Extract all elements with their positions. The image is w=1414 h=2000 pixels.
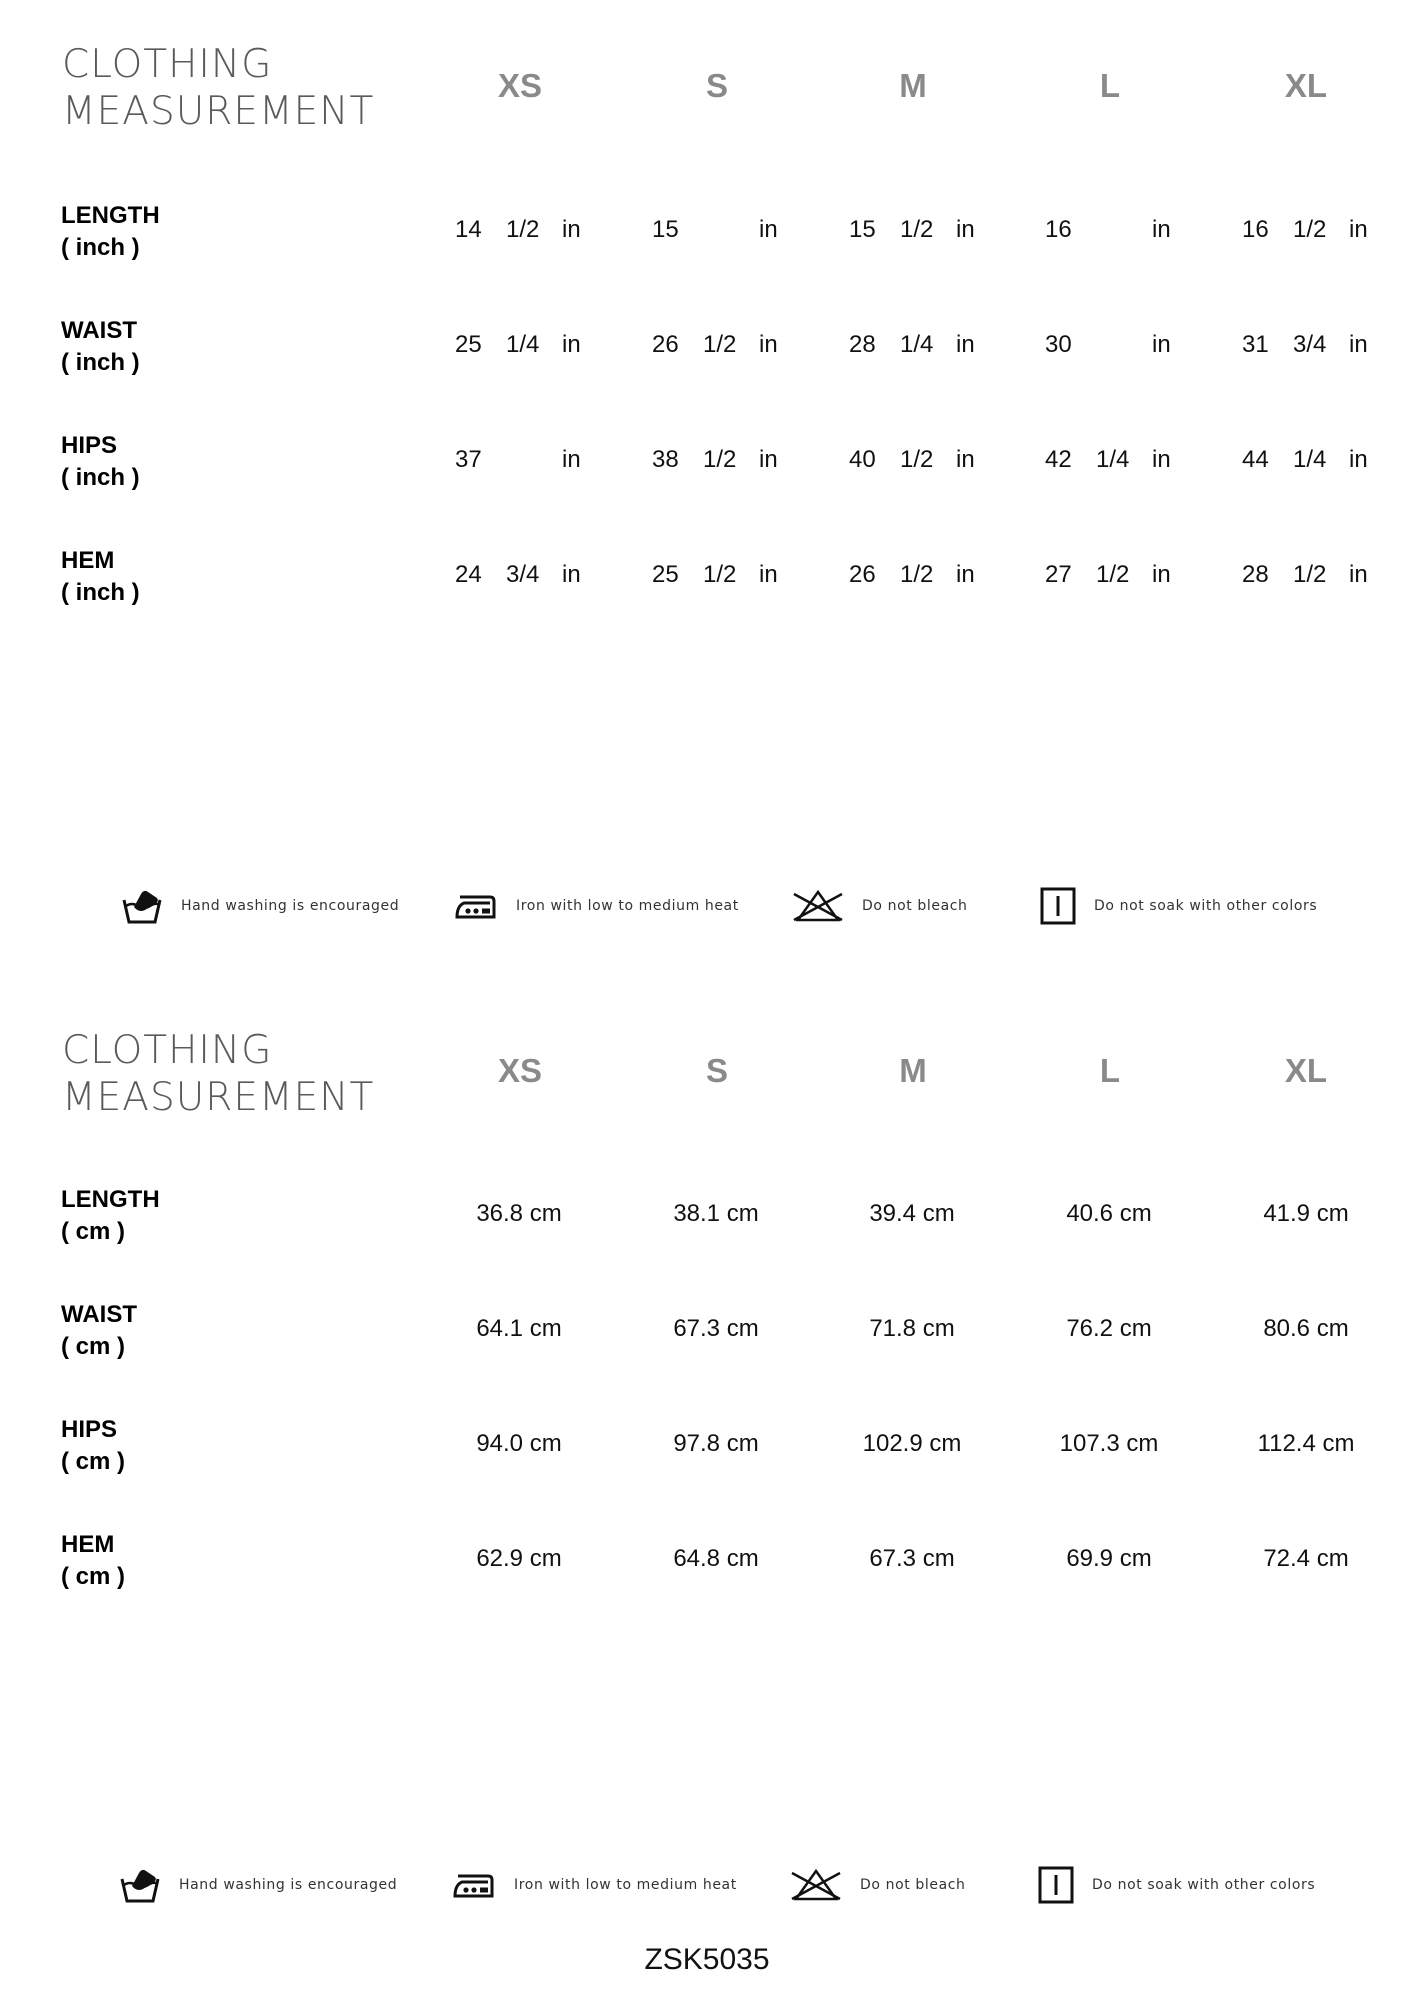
iron-low-medium-icon (452, 1868, 496, 1902)
row-name: HEM (61, 1531, 115, 1558)
value-whole: 15 (652, 216, 679, 243)
care-item-iron (454, 881, 739, 931)
row-name: LENGTH (61, 1186, 160, 1213)
section-title (62, 1027, 374, 1121)
value-whole: 42 (1045, 446, 1072, 473)
table-cell: 39.4 cm (869, 1200, 955, 1227)
care-text: Hand washing is encouraged (179, 1877, 398, 1893)
value-fraction: 1/4 (900, 331, 934, 358)
value-unit: in (1349, 331, 1368, 358)
value-whole: 25 (455, 331, 482, 358)
care-item-hand-wash (119, 1860, 397, 1910)
table-cell: 38.1 cm (673, 1200, 759, 1227)
row-unit: ( cm ) (61, 1218, 126, 1245)
care-instructions (0, 1860, 1414, 1910)
value-fraction: 1/2 (506, 216, 540, 243)
value-whole: 25 (652, 561, 679, 588)
size-header-l: L (1099, 67, 1121, 104)
table-cell: 64.1 cm (476, 1315, 562, 1342)
iron-low-medium-icon (454, 889, 498, 923)
value-fraction: 3/4 (506, 561, 540, 588)
value-unit: in (562, 446, 581, 473)
care-text: Do not soak with other colors (1094, 898, 1318, 914)
value-whole: 38 (652, 446, 679, 473)
value-whole: 26 (652, 331, 679, 358)
value-fraction: 1/2 (1096, 561, 1130, 588)
value-whole: 28 (1242, 561, 1269, 588)
section-title (62, 41, 374, 135)
row-name: WAIST (61, 317, 137, 344)
row-unit: ( inch ) (61, 579, 140, 606)
value-unit: in (1349, 561, 1368, 588)
table-cell: 102.9 cm (862, 1430, 962, 1457)
size-header-xl: XL (1284, 1052, 1328, 1089)
value-unit: in (1152, 216, 1171, 243)
size-header-s: S (705, 67, 728, 104)
care-text: Hand washing is encouraged (181, 898, 400, 914)
value-fraction: 1/2 (703, 331, 737, 358)
care-item-no-bleach (790, 1860, 966, 1910)
row-unit: ( cm ) (61, 1448, 126, 1475)
no-bleach-icon (790, 1868, 842, 1902)
title-line-2: MEASUREMENT (62, 1075, 375, 1120)
care-text: Iron with low to medium heat (514, 1877, 737, 1893)
value-unit: in (759, 331, 778, 358)
value-unit: in (956, 216, 975, 243)
value-unit: in (1349, 446, 1368, 473)
value-whole: 14 (455, 216, 482, 243)
value-whole: 15 (849, 216, 876, 243)
table-cell: 94.0 cm (476, 1430, 562, 1457)
size-header-xs: XS (497, 1052, 543, 1089)
care-instructions (0, 881, 1414, 931)
value-unit: in (562, 561, 581, 588)
size-header-m: M (899, 67, 927, 104)
value-fraction: 1/4 (506, 331, 540, 358)
table-row (0, 446, 1414, 478)
table-cell: 112.4 cm (1257, 1430, 1355, 1457)
size-header-l: L (1099, 1052, 1121, 1089)
table-row (0, 1200, 1414, 1232)
value-whole: 31 (1242, 331, 1269, 358)
value-unit: in (759, 216, 778, 243)
table-row (0, 561, 1414, 593)
value-whole: 24 (455, 561, 482, 588)
value-unit: in (956, 561, 975, 588)
table-cell: 97.8 cm (673, 1430, 759, 1457)
table-cell: 69.9 cm (1066, 1545, 1152, 1572)
value-whole: 28 (849, 331, 876, 358)
value-fraction: 1/2 (1293, 216, 1327, 243)
care-item-no-bleach (792, 881, 968, 931)
value-unit: in (956, 446, 975, 473)
care-item-do-not-soak (1040, 881, 1317, 931)
value-unit: in (1349, 216, 1368, 243)
table-cell: 80.6 cm (1263, 1315, 1349, 1342)
row-name: LENGTH (61, 202, 160, 229)
value-fraction: 1/2 (703, 446, 737, 473)
value-fraction: 3/4 (1293, 331, 1327, 358)
value-whole: 40 (849, 446, 876, 473)
table-cell: 107.3 cm (1059, 1430, 1159, 1457)
table-row (0, 331, 1414, 363)
row-name: HIPS (61, 432, 118, 459)
value-fraction: 1/2 (900, 446, 934, 473)
value-whole: 26 (849, 561, 876, 588)
row-unit: ( inch ) (61, 464, 140, 491)
value-fraction: 1/2 (703, 561, 737, 588)
value-fraction: 1/4 (1096, 446, 1130, 473)
do-not-soak-icon (1040, 887, 1076, 925)
care-item-iron (452, 1860, 737, 1910)
title-line-1: CLOTHING (62, 42, 273, 87)
care-item-hand-wash (121, 881, 399, 931)
value-unit: in (956, 331, 975, 358)
value-fraction: 1/2 (900, 216, 934, 243)
title-line-2: MEASUREMENT (62, 89, 375, 134)
table-row (0, 216, 1414, 248)
do-not-soak-icon (1038, 1866, 1074, 1904)
row-name: HEM (61, 547, 115, 574)
table-cell: 67.3 cm (673, 1315, 759, 1342)
hand-wash-icon (121, 886, 163, 926)
size-header-m: M (899, 1052, 927, 1089)
row-unit: ( cm ) (61, 1333, 126, 1360)
table-row (0, 1430, 1414, 1462)
table-cell: 67.3 cm (869, 1545, 955, 1572)
row-unit: ( inch ) (61, 234, 140, 261)
size-header-s: S (705, 1052, 728, 1089)
table-cell: 36.8 cm (476, 1200, 562, 1227)
value-unit: in (562, 216, 581, 243)
table-row (0, 1545, 1414, 1577)
size-header-xs: XS (497, 67, 543, 104)
value-whole: 16 (1242, 216, 1269, 243)
care-text: Do not bleach (860, 1877, 966, 1893)
size-header-xl: XL (1284, 67, 1328, 104)
row-name: WAIST (61, 1301, 137, 1328)
value-fraction: 1/2 (900, 561, 934, 588)
row-name: HIPS (61, 1416, 118, 1443)
table-cell: 71.8 cm (869, 1315, 955, 1342)
value-unit: in (759, 561, 778, 588)
table-cell: 72.4 cm (1263, 1545, 1349, 1572)
title-line-1: CLOTHING (62, 1028, 273, 1073)
value-whole: 27 (1045, 561, 1072, 588)
value-unit: in (1152, 446, 1171, 473)
care-text: Do not bleach (862, 898, 968, 914)
row-unit: ( cm ) (61, 1563, 126, 1590)
value-whole: 16 (1045, 216, 1072, 243)
value-unit: in (562, 331, 581, 358)
value-whole: 37 (455, 446, 482, 473)
value-fraction: 1/2 (1293, 561, 1327, 588)
table-row (0, 1315, 1414, 1347)
value-whole: 44 (1242, 446, 1269, 473)
table-cell: 62.9 cm (476, 1545, 562, 1572)
row-unit: ( inch ) (61, 349, 140, 376)
value-unit: in (1152, 561, 1171, 588)
care-text: Iron with low to medium heat (516, 898, 739, 914)
value-whole: 30 (1045, 331, 1072, 358)
table-cell: 41.9 cm (1263, 1200, 1349, 1227)
value-unit: in (1152, 331, 1171, 358)
model-code: ZSK5035 (644, 1943, 770, 1976)
value-unit: in (759, 446, 778, 473)
no-bleach-icon (792, 889, 844, 923)
hand-wash-icon (119, 1865, 161, 1905)
care-text: Do not soak with other colors (1092, 1877, 1316, 1893)
table-cell: 76.2 cm (1066, 1315, 1152, 1342)
value-fraction: 1/4 (1293, 446, 1327, 473)
care-item-do-not-soak (1038, 1860, 1315, 1910)
table-cell: 64.8 cm (673, 1545, 759, 1572)
table-cell: 40.6 cm (1066, 1200, 1152, 1227)
